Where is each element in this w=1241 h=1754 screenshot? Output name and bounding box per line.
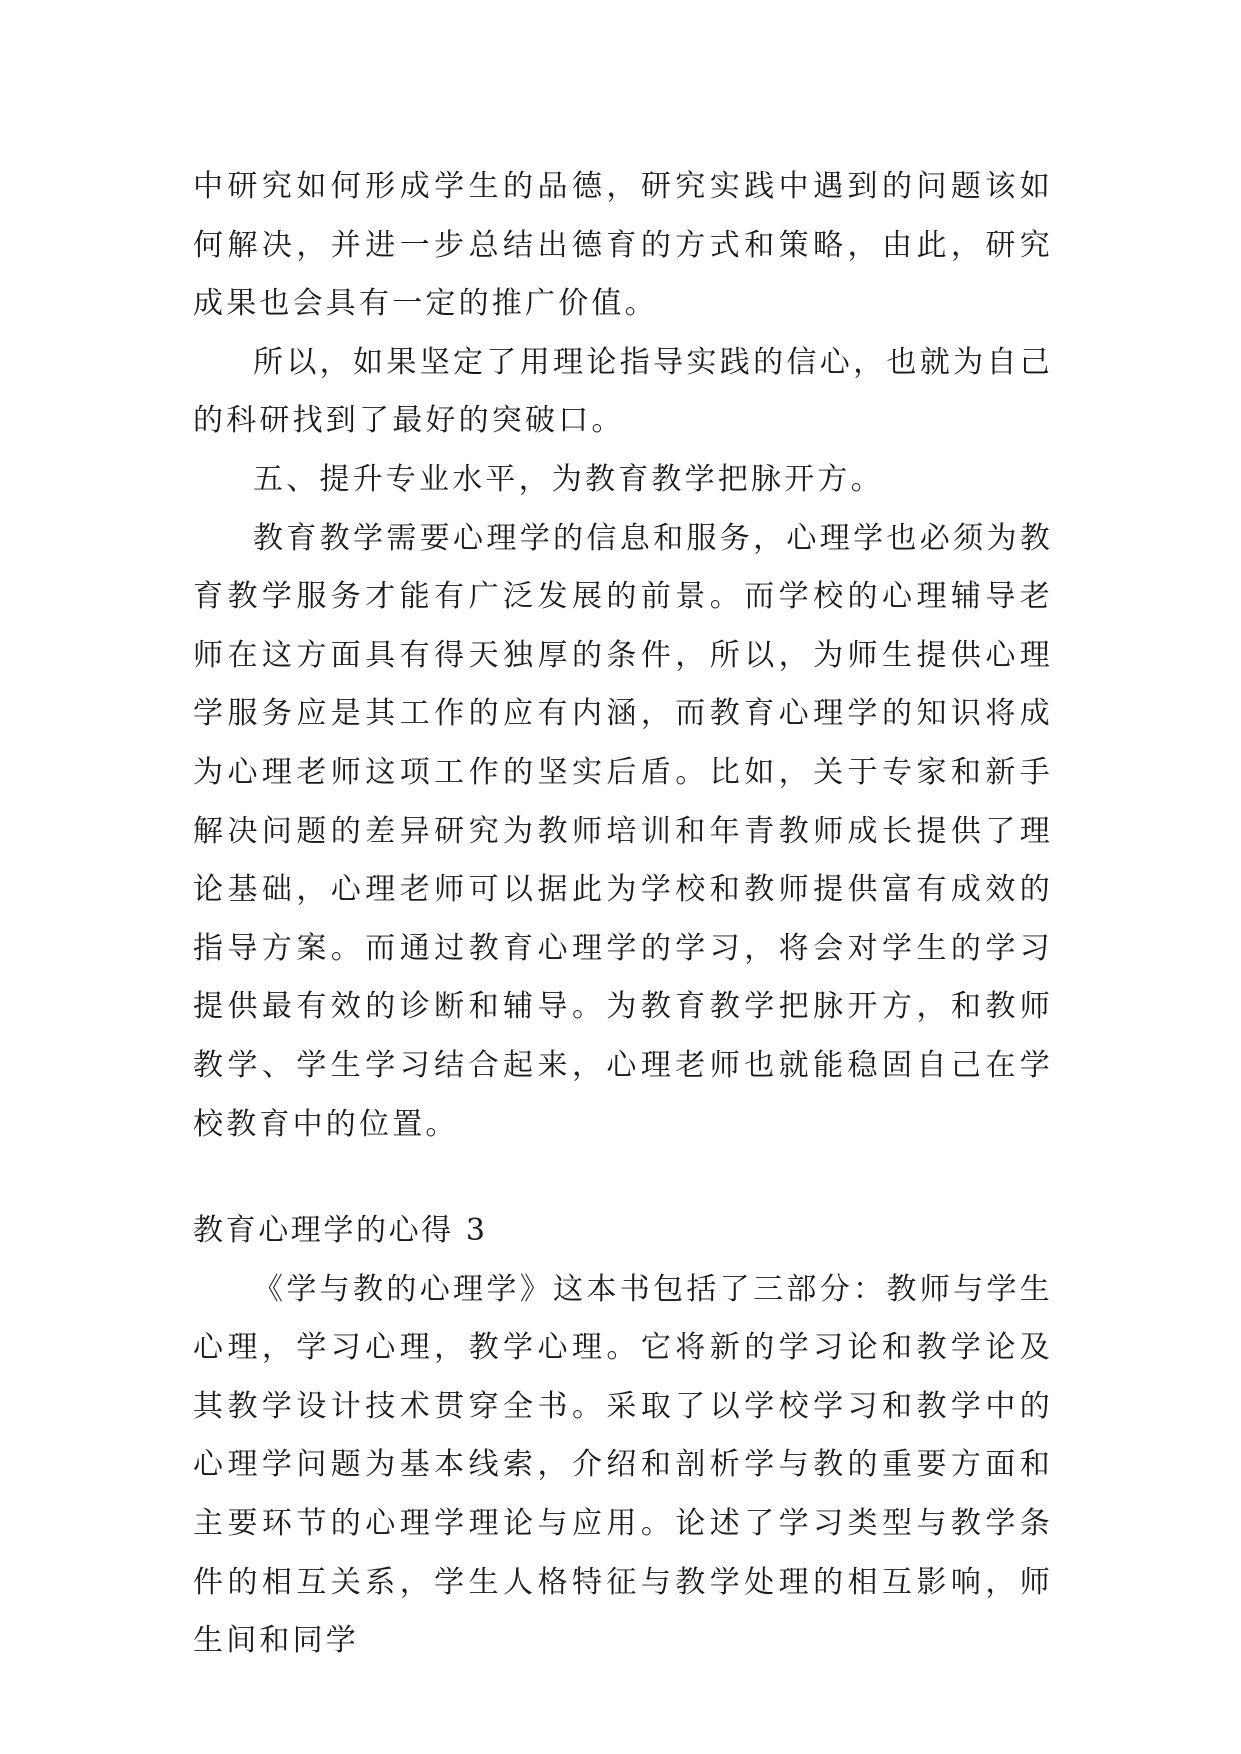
paragraph-point-five: 五、提升专业水平，为教育教学把脉开方。: [253, 461, 884, 497]
paragraph-continuation: 中研究如何形成学生的品德，研究实践中遇到的问题该如何解决，并进一步总结出德育的方式和策略，由此，研究成果也会具有一定的推广价值。: [193, 169, 1053, 322]
document-body: [193, 158, 1053, 1671]
paragraph-education-service: 教育教学需要心理学的信息和服务，心理学也必须为教育教学服务才能有广泛发展的前景。而学校的心理辅导老师在这方面具有得天独厚的条件，所以，为师生提供心理学服务应是其工作的应有内涵，而教育心理学的知识将成为心理老师这项工作的坚实后盾。比如，关于专家和新手解决问题的差异研究为教师培训和年青教师成长提供了理论基础，心理老师可以据此为学校和教师提供富有成效的指导方案。而通过教育心理学的学习，将会对学生的学习提供最有效的诊断和辅导。为教育教学把脉开方，和教师教学、学生学习结合起来，心理老师也就能稳固自己在学校教育中的位置。: [193, 520, 1053, 1142]
paragraph-research-breakthrough: 所以，如果坚定了用理论指导实践的信心，也就为自己的科研找到了最好的突破口。: [193, 344, 1053, 439]
section-heading: 教育心理学的心得 3: [193, 1213, 488, 1249]
paragraph-book-intro: 《学与教的心理学》这本书包括了三部分：教师与学生心理，学习心理，教学心理。它将新的学习论和教学论及其教学设计技术贯穿全书。采取了以学校学习和教学中的心理学问题为基本线索，介绍和剖析学与教的重要方面和主要环节的心理学理论与应用。论述了学习类型与教学条件的相互关系，学生人格特征与教学处理的相互影响，师生间和同学: [193, 1271, 1053, 1659]
